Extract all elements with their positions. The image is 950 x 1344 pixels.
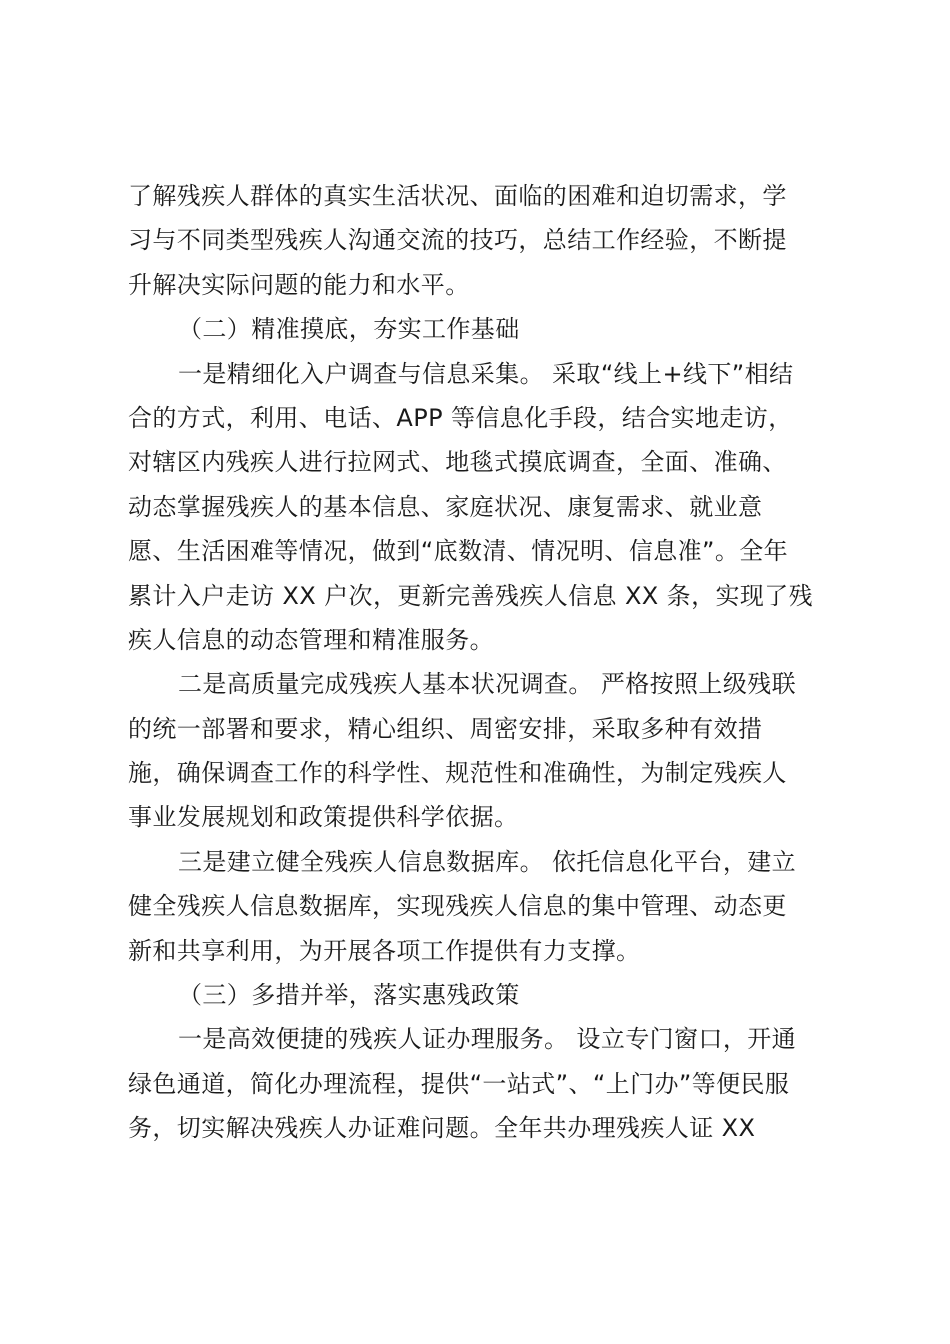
paragraph-line: 事业发展规划和政策提供科学依据。 <box>128 803 519 832</box>
section-heading-3: （三）多措并举，落实惠残政策 <box>178 981 520 1010</box>
paragraph-line: 愿、生活困难等情况，做到“底数清、情况明、信息准”。全年 <box>128 537 789 566</box>
paragraph-line: 疾人信息的动态管理和精准服务。 <box>128 625 494 654</box>
paragraph-line: 健全残疾人信息数据库，实现残疾人信息的集中管理、动态更 <box>128 892 787 921</box>
paragraph-line: 新和共享利用，为开展各项工作提供有力支撑。 <box>128 936 641 965</box>
paragraph-line: 三是建立健全残疾人信息数据库。 依托信息化平台，建立 <box>178 847 797 876</box>
document-body <box>128 174 828 1151</box>
paragraph-line: 一是高效便捷的残疾人证办理服务。 设立专门窗口，开通 <box>178 1025 797 1054</box>
paragraph-line: 习与不同类型残疾人沟通交流的技巧，总结工作经验，不断提 <box>128 226 787 255</box>
paragraph-line: 一是精细化入户调查与信息采集。 采取“线上+线下”相结 <box>178 359 794 388</box>
paragraph-line: 动态掌握残疾人的基本信息、家庭状况、康复需求、就业意 <box>128 492 763 521</box>
paragraph-line: 的统一部署和要求，精心组织、周密安排，采取多种有效措 <box>128 714 763 743</box>
paragraph-line: 对辖区内残疾人进行拉网式、地毯式摸底调查，全面、准确、 <box>128 448 787 477</box>
paragraph-line: 绿色通道，简化办理流程，提供“一站式”、“上门办”等便民服 <box>128 1069 790 1098</box>
section-heading-2: （二）精准摸底，夯实工作基础 <box>178 315 520 344</box>
paragraph-line: 合的方式，利用、电话、APP 等信息化手段，结合实地走访， <box>128 403 793 432</box>
paragraph-line: 升解决实际问题的能力和水平。 <box>128 270 470 299</box>
paragraph-line: 累计入户走访 XX 户次，更新完善残疾人信息 XX 条，实现了残 <box>128 581 814 610</box>
paragraph-line: 了解残疾人群体的真实生活状况、面临的困难和迫切需求，学 <box>128 182 787 210</box>
paragraph-line: 务，切实解决残疾人办证难问题。全年共办理残疾人证 XX <box>128 1114 756 1143</box>
paragraph-line: 施，确保调查工作的科学性、规范性和准确性，为制定残疾人 <box>128 759 787 788</box>
paragraph-line: 二是高质量完成残疾人基本状况调查。 严格按照上级残联 <box>178 670 797 699</box>
